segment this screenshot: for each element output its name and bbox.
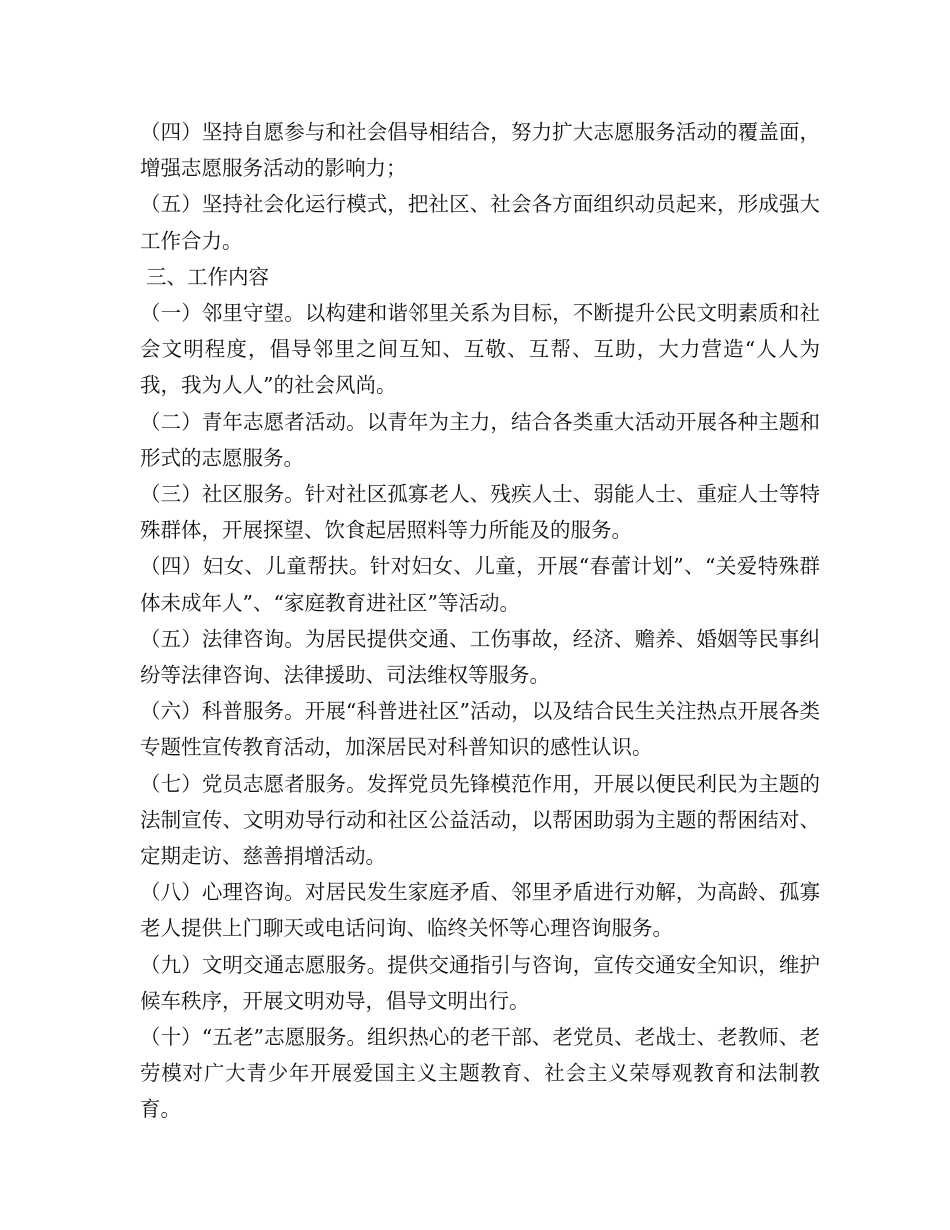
paragraph-item-6: （六）科普服务。开展“科普进社区”活动，以及结合民生关注热点开展各类专题性宣传教育活动，加深居民对科普知识的感性认识。 <box>140 699 820 760</box>
document-page <box>140 114 820 1128</box>
paragraph-item-4: （四）妇女、儿童帮扶。针对妇女、儿童，开展“春蕾计划”、“关爱特殊群体未成年人”、“家庭教育进社区”等活动。 <box>140 554 820 615</box>
paragraph-item-7: （七）党员志愿者服务。发挥党员先锋模范作用，开展以便民利民为主题的法制宣传、文明劝导行动和社区公益活动，以帮困助弱为主题的帮困结对、定期走访、慈善捐增活动。 <box>140 771 820 869</box>
paragraph-item-1: （一）邻里守望。以构建和谐邻里关系为目标，不断提升公民文明素质和社会文明程度，倡导邻里之间互知、互敬、互帮、互助，大力营造“人人为我，我为人人”的社会风尚。 <box>140 301 820 398</box>
paragraph-item-3: （三）社区服务。针对社区孤寡老人、残疾人士、弱能人士、重症人士等特殊群体，开展探望、饮食起居照料等力所能及的服务。 <box>140 482 820 543</box>
section-heading-work-content: 三、工作内容 <box>146 264 269 289</box>
paragraph-item-5: （五）法律咨询。为居民提供交通、工伤事故，经济、赡养、婚姻等民事纠纷等法律咨询、法律援助、司法维权等服务。 <box>140 626 820 688</box>
paragraph-item-8: （八）心理咨询。对居民发生家庭矛盾、邻里矛盾进行劝解，为高龄、孤寡老人提供上门聊天或电话问询、临终关怀等心理咨询服务。 <box>140 880 820 941</box>
paragraph-item-2: （二）青年志愿者活动。以青年为主力，结合各类重大活动开展各种主题和形式的志愿服务。 <box>140 409 820 470</box>
paragraph-item-9: （九）文明交通志愿服务。提供交通指引与咨询，宣传交通安全知识，维护候车秩序，开展文明劝导，倡导文明出行。 <box>140 952 820 1013</box>
paragraph-principle-5: （五）坚持社会化运行模式，把社区、社会各方面组织动员起来，形成强大工作合力。 <box>140 192 820 253</box>
paragraph-item-10: （十）“五老”志愿服务。组织热心的老干部、老党员、老战士、老教师、老劳模对广大青少年开展爱国主义主题教育、社会主义荣辱观教育和法制教育。 <box>140 1025 820 1122</box>
paragraph-principle-4: （四）坚持自愿参与和社会倡导相结合，努力扩大志愿服务活动的覆盖面，增强志愿服务活动的影响力； <box>140 120 820 181</box>
